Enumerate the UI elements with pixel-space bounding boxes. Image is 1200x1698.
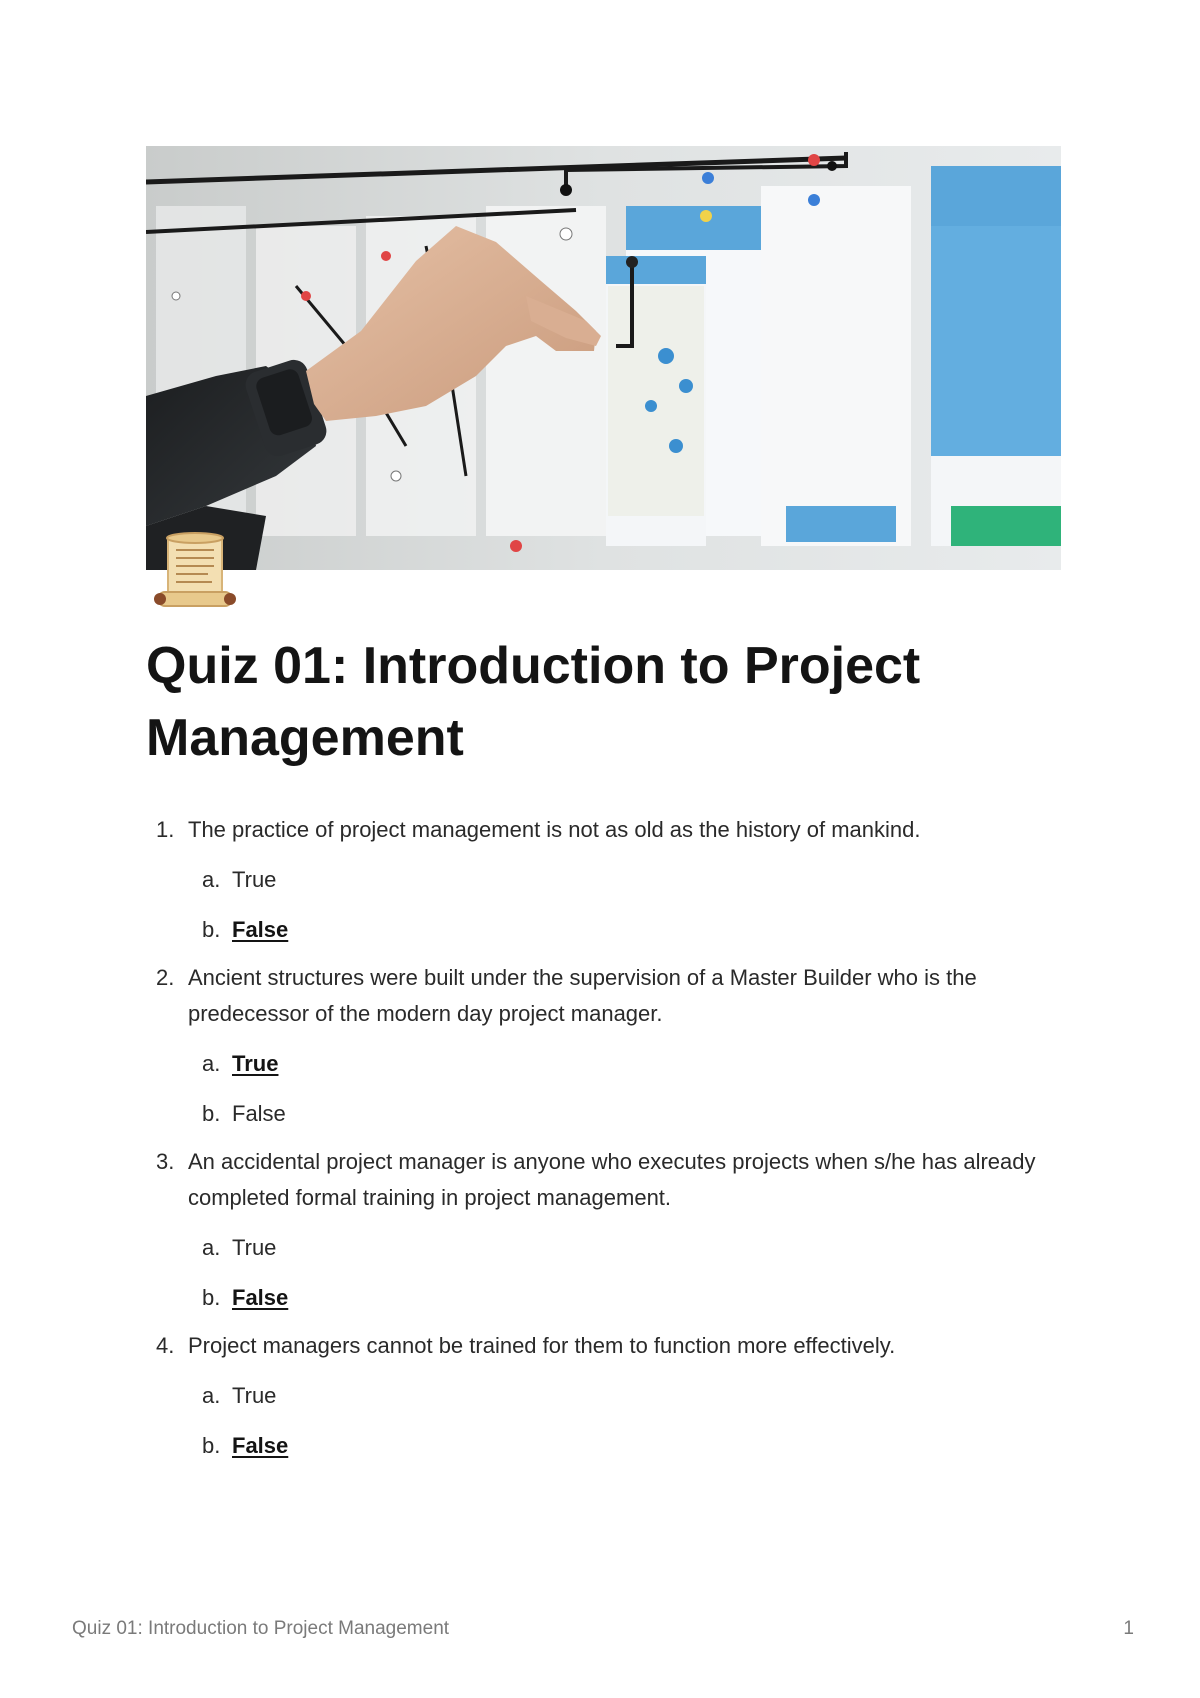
option-text: True xyxy=(232,867,277,892)
option-3a xyxy=(146,1230,1061,1266)
question-4 xyxy=(146,1328,1061,1364)
option-letter: b. xyxy=(202,1285,221,1310)
cover-image xyxy=(146,146,1061,570)
option-4b xyxy=(146,1428,1061,1464)
option-letter: a. xyxy=(202,1235,221,1260)
question-2 xyxy=(146,960,1061,1032)
option-3b xyxy=(146,1280,1061,1316)
option-letter: a. xyxy=(202,1383,221,1408)
question-number: 2. xyxy=(156,965,175,990)
question-number: 4. xyxy=(156,1333,175,1358)
correct-answer: False xyxy=(232,1433,289,1458)
correct-answer: False xyxy=(232,917,289,942)
option-letter: b. xyxy=(202,1433,221,1458)
option-letter: a. xyxy=(202,867,221,892)
correct-answer: False xyxy=(232,1285,289,1310)
option-1a xyxy=(146,862,1061,898)
option-text: True xyxy=(232,1235,277,1260)
page-title: Quiz 01: Introduction to Project Management xyxy=(146,637,921,767)
footer-title: Quiz 01: Introduction to Project Management xyxy=(72,1618,450,1639)
question-number: 3. xyxy=(156,1149,175,1174)
quiz-list xyxy=(146,812,1061,1464)
question-text: An accidental project manager is anyone who executes projects when s/he has already completed formal training in project management. xyxy=(188,1149,1036,1210)
question-text: The practice of project management is not as old as the history of mankind. xyxy=(188,817,921,842)
option-text: False xyxy=(232,1101,286,1126)
question-1 xyxy=(146,812,1061,848)
question-text: Ancient structures were built under the supervision of a Master Builder who is the predecessor of the modern day project manager. xyxy=(188,965,977,1026)
option-letter: a. xyxy=(202,1051,221,1076)
correct-answer: True xyxy=(232,1051,279,1076)
scroll-icon xyxy=(152,532,238,612)
page-footer xyxy=(72,1618,1134,1640)
option-4a xyxy=(146,1378,1061,1414)
option-2b xyxy=(146,1096,1061,1132)
question-text: Project managers cannot be trained for them to function more effectively. xyxy=(188,1333,896,1358)
question-number: 1. xyxy=(156,817,175,842)
option-1b xyxy=(146,912,1061,948)
question-3 xyxy=(146,1144,1061,1216)
option-text: True xyxy=(232,1383,277,1408)
option-letter: b. xyxy=(202,1101,221,1126)
option-2a xyxy=(146,1046,1061,1082)
option-letter: b. xyxy=(202,917,221,942)
page-number: 1 xyxy=(1123,1618,1134,1639)
